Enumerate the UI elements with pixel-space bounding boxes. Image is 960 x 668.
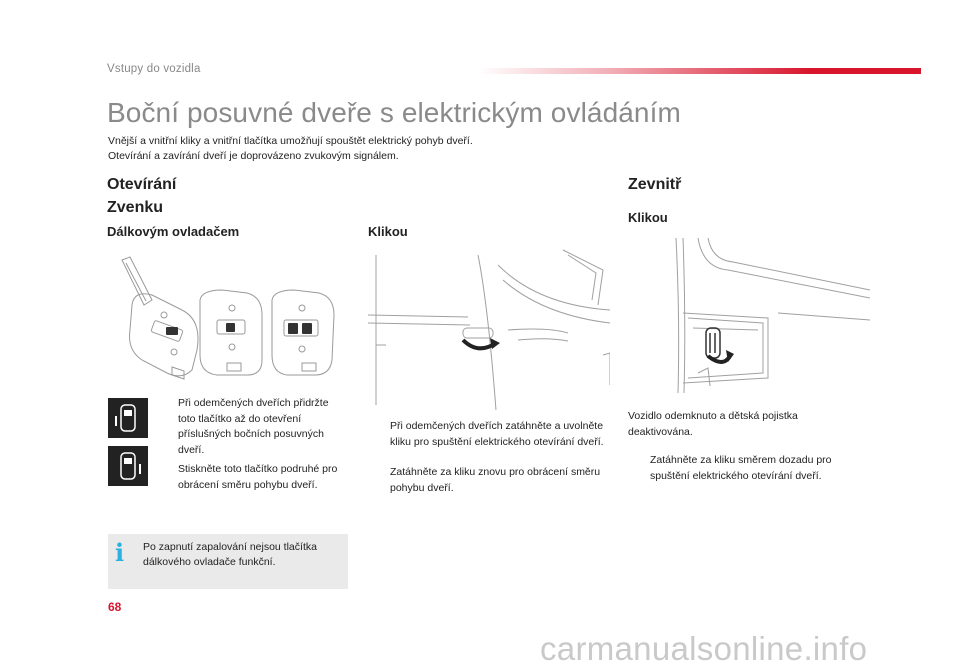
- remote-heading: Dálkovým ovladačem: [107, 224, 240, 239]
- inside-handle-bullet-1-text: Zatáhněte za kliku směrem dozadu pro spuštění elektrického otevírání dveří.: [650, 454, 832, 482]
- inside-handle-heading: Klikou: [628, 210, 668, 225]
- opening-heading: Otevírání: [107, 176, 177, 193]
- remote-bullet-1: [158, 396, 348, 458]
- outside-handle-heading: Klikou: [368, 224, 408, 239]
- outside-handle-bullet-1: [370, 419, 605, 450]
- info-icon: i: [115, 538, 125, 567]
- remote-bullet-1-text: Při odemčených dveřích přidržte toto tlačítko až do otevření příslušných bočních posuvných dveří.: [178, 397, 329, 456]
- header-accent-bar: [478, 68, 921, 74]
- remote-bullet-2-text: Stiskněte toto tlačítko podruhé pro obrácení směru pohybu dveří.: [178, 463, 338, 491]
- intro-line-1: Vnější a vnitřní kliky a vnitřní tlačítka umožňují spouštět elektrický pohyb dveří.: [108, 135, 473, 147]
- inside-handle-bullet-1: [630, 453, 860, 484]
- remote-bullet-2: [158, 462, 353, 493]
- outside-handle-bullet-2: [370, 465, 605, 496]
- outside-handle-bullet-2-text: Zatáhněte za kliku znovu pro obrácení směru pohybu dveří.: [390, 466, 601, 494]
- outside-handle-bullet-1-text: Při odemčených dveřích zatáhněte a uvolněte kliku pro spuštění elektrického otevírání dveří.: [390, 420, 604, 448]
- page-number: 68: [108, 600, 122, 614]
- sliding-door-left-button-icon: [108, 398, 148, 438]
- interior-door-handle-illustration: [668, 238, 870, 400]
- outside-heading: Zvenku: [107, 199, 164, 216]
- sliding-door-right-button-icon: [108, 446, 148, 486]
- section-label: Vstupy do vozidla: [107, 63, 201, 75]
- watermark: carmanualsonline.info: [540, 630, 868, 667]
- page-title: Boční posuvné dveře s elektrickým ovládáním: [107, 97, 681, 128]
- exterior-door-handle-illustration: [368, 245, 610, 410]
- remote-keys-illustration: [112, 255, 352, 385]
- intro-line-2: Otevírání a zavírání dveří je doprovázeno zvukovým signálem.: [108, 150, 399, 162]
- intro-text: [108, 134, 473, 164]
- inside-heading: Zevnitř: [628, 176, 682, 193]
- inside-note: Vozidlo odemknuto a dětská pojistka deaktivována.: [628, 410, 798, 438]
- info-text: Po zapnutí zapalování nejsou tlačítka dálkového ovladače funkční.: [143, 541, 317, 568]
